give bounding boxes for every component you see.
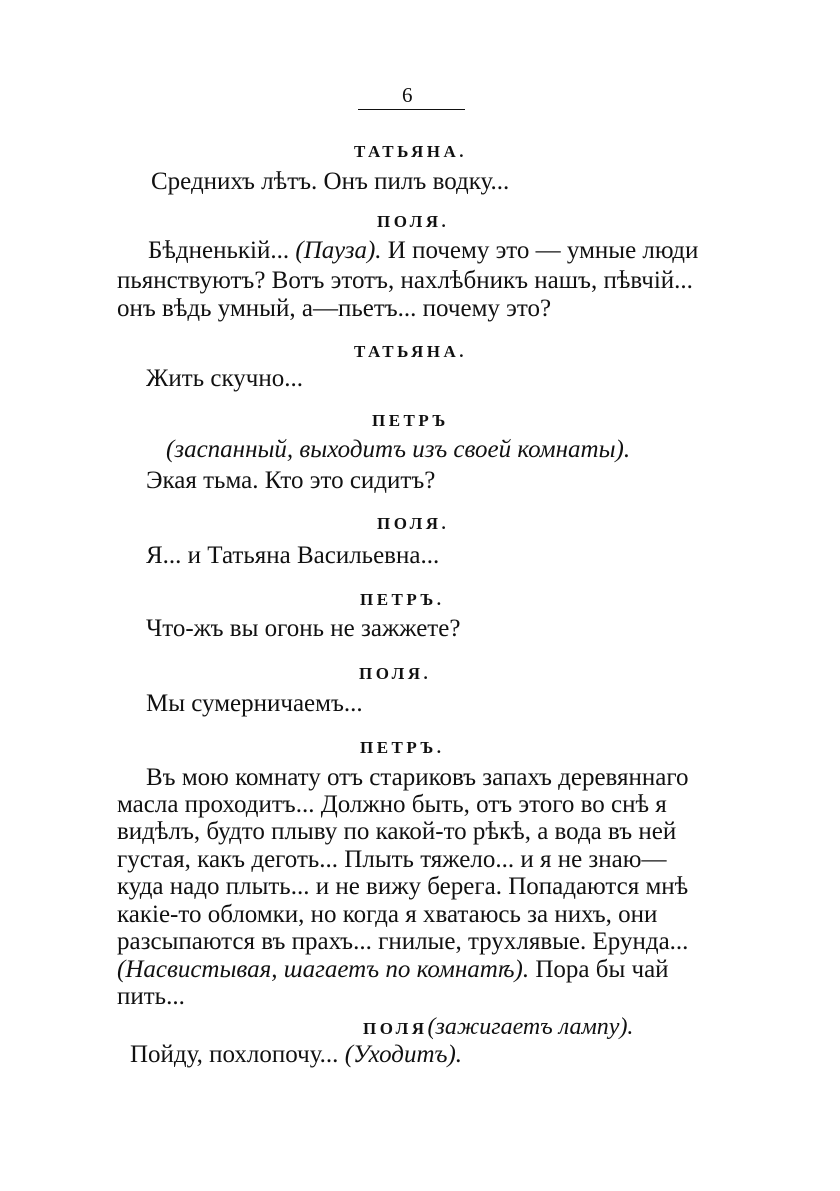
- dialogue-line: Среднихъ лѣтъ. Онъ пилъ водку...: [151, 168, 510, 195]
- dialogue-line: (Насвистывая, шагаетъ по комнатѣ). Пора бы чай: [117, 956, 669, 983]
- dialogue-line: Я... и Татьяна Васильевна...: [146, 542, 440, 569]
- speaker-polya: ПОЛЯ.: [377, 514, 450, 533]
- dialogue-line: пить...: [117, 983, 185, 1010]
- dialogue-line: Жить скучно...: [146, 365, 303, 392]
- dialogue-line: видѣлъ, будто плыву по какой-то рѣкѣ, а вода въ ней: [117, 818, 677, 845]
- dialogue-line: Мы сумерничаемъ...: [146, 690, 363, 717]
- dialogue-line: густая, какъ деготь... Плыть тяжело... и я не знаю—: [117, 846, 667, 873]
- dialogue-line: куда надо плыть... и не вижу берега. Попадаются мнѣ: [117, 873, 689, 900]
- dialogue-line: масла проходитъ... Должно быть, отъ этого во снѣ я: [117, 791, 667, 818]
- dialogue-line: Въ мою комнату отъ стариковъ запахъ деревяннаго: [146, 764, 689, 791]
- header-rule: [358, 109, 465, 110]
- speaker-tatiana: ТАТЬЯНА.: [354, 142, 467, 161]
- dialogue-line: Пойду, похлопочу... (Уходитъ).: [130, 1041, 463, 1068]
- speaker-petr: ПЕТРЪ.: [360, 738, 445, 757]
- stage-direction: (заспанный, выходитъ изъ своей комнаты).: [166, 436, 631, 463]
- dialogue-line: Бѣдненькій... (Пауза). И почему это — умные люди: [148, 237, 699, 264]
- dialogue-line: онъ вѣдь умный, а—пьетъ... почему это?: [117, 295, 552, 322]
- speaker-polya: ПОЛЯ.: [359, 664, 432, 683]
- speaker-polya: ПОЛЯ.: [377, 212, 450, 231]
- speaker-polya: ПОЛЯ: [363, 1019, 428, 1038]
- dialogue-line: пьянствуютъ? Вотъ этотъ, нахлѣбникъ нашъ, пѣвчій...: [117, 267, 693, 294]
- stage-direction: (зажигаетъ лампу).: [427, 1014, 634, 1040]
- dialogue-line: Что-жъ вы огонь не зажжете?: [146, 615, 461, 642]
- speaker-tatiana: ТАТЬЯНА.: [354, 342, 467, 361]
- page-number: 6: [402, 83, 413, 107]
- speaker-petr: ПЕТРЪ.: [360, 590, 445, 609]
- speaker-petr: ПЕТРЪ: [372, 411, 449, 430]
- dialogue-line: разсыпаются въ прахъ... гнилые, трухлявые. Ерунда...: [117, 928, 689, 955]
- dialogue-line: Экая тьма. Кто это сидитъ?: [146, 467, 436, 494]
- dialogue-line: какіе-то обломки, но когда я хватаюсь за нихъ, они: [117, 901, 658, 928]
